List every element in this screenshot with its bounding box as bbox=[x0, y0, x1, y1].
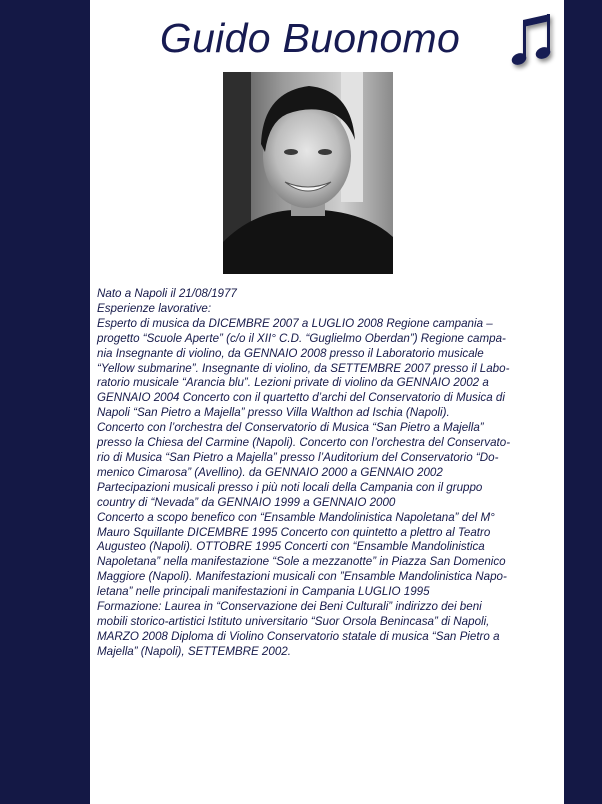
bio-line: Esperto di musica da DICEMBRE 2007 a LUGLIO 2008 Regione campania – bbox=[97, 316, 493, 330]
right-border-band bbox=[564, 0, 602, 804]
biography-text bbox=[97, 287, 551, 660]
bio-line: letana” nelle principali manifestazioni in Campania LUGLIO 1995 bbox=[97, 585, 430, 599]
bio-line: Majella” (Napoli), SETTEMBRE 2002. bbox=[97, 644, 291, 658]
bio-line: Esperienze lavorative: bbox=[97, 301, 212, 315]
bio-line: Maggiore (Napoli). Manifestazioni musicali con ”Ensamble Mandolinistica Napo- bbox=[97, 570, 507, 584]
left-border-band bbox=[0, 0, 90, 804]
bio-line: Napoletana” nella manifestazione “Sole a mezzanotte” in Piazza San Domenico bbox=[97, 555, 506, 569]
bio-line: progetto “Scuole Aperte” (c/o il XII° C.D. “Guglielmo Oberdan”) Regione campa- bbox=[97, 331, 506, 345]
bio-line: “Yellow submarine”. Insegnante di violino, da SETTEMBRE 2007 presso il Labo- bbox=[97, 361, 510, 375]
bio-line: nia Insegnante di violino, da GENNAIO 2008 presso il Laboratorio musicale bbox=[97, 346, 484, 360]
bio-line: ratorio musicale “Arancia blu”. Lezioni private di violino da GENNAIO 2002 a bbox=[97, 376, 489, 390]
bio-line: Augusteo (Napoli). OTTOBRE 1995 Concerti con “Ensamble Mandolinistica bbox=[97, 540, 485, 554]
bio-line: Formazione: Laurea in “Conservazione dei Beni Culturali” indirizzo dei beni bbox=[97, 600, 482, 614]
bio-line: presso la Chiesa del Carmine (Napoli). Concerto con l’orchestra del Conservato- bbox=[97, 436, 511, 450]
bio-line: mobili storico-artistici Istituto universitario “Suor Orsola Benincasa” di Napoli, bbox=[97, 614, 490, 628]
portrait-photo bbox=[223, 72, 393, 274]
bio-line: Partecipazioni musicali presso i più noti locali della Campania con il gruppo bbox=[97, 480, 483, 494]
bio-line: menico Cimarosa” (Avellino). da GENNAIO 2000 a GENNAIO 2002 bbox=[97, 465, 443, 479]
bio-line: Napoli “San Pietro a Majella” presso Villa Walthon ad Ischia (Napoli). bbox=[97, 406, 450, 420]
bio-line: Concerto con l’orchestra del Conservatorio di Musica “San Pietro a Majella” bbox=[97, 421, 484, 435]
bio-line: Mauro Squillante DICEMBRE 1995 Concerto con quintetto a plettro al Teatro bbox=[97, 525, 491, 539]
bio-line: Nato a Napoli il 21/08/1977 bbox=[97, 287, 237, 300]
bio-line: MARZO 2008 Diploma di Violino Conservatorio statale di musica “San Pietro a bbox=[97, 629, 500, 643]
bio-line: rio di Musica “San Pietro a Majella” presso l’Auditorium del Conservatorio “Do- bbox=[97, 450, 499, 464]
music-note-icon bbox=[508, 12, 558, 72]
bio-line: Concerto a scopo benefico con “Ensamble Mandolinistica Napoletana” del M° bbox=[97, 510, 495, 524]
bio-line: country di “Nevada” da GENNAIO 1999 a GENNAIO 2000 bbox=[97, 495, 396, 509]
bio-line: GENNAIO 2004 Concerto con il quartetto d’archi del Conservatorio di Musica di bbox=[97, 391, 505, 405]
page-title: Guido Buonomo bbox=[159, 15, 461, 61]
